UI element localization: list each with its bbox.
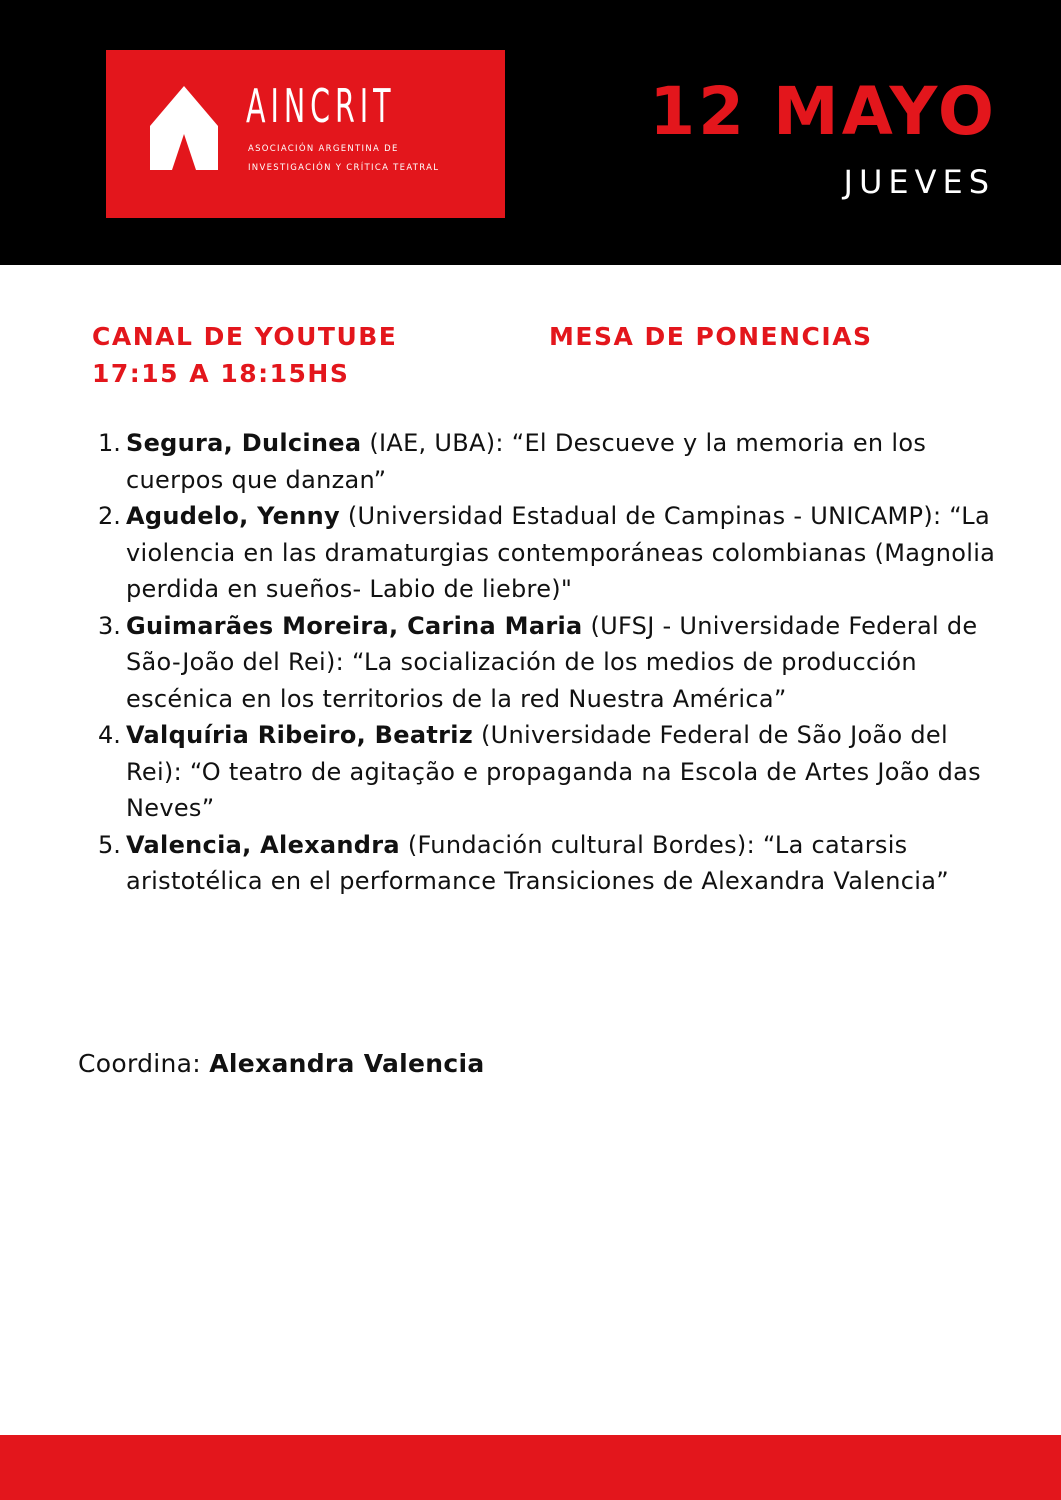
paper-text (126, 498, 1006, 608)
paper-details: (Universidade Federal de São João del Rei): “O teatro de agitação e propaganda na Escola de Artes João das Neves” (126, 721, 981, 822)
coordinator-line (78, 1046, 485, 1082)
list-number: 3. (98, 611, 121, 640)
paper-text (126, 425, 1006, 498)
tent-icon (144, 84, 224, 172)
list-number: 5. (98, 830, 121, 859)
footer-bar (0, 1435, 1061, 1500)
logo-subtitle-line1: ASOCIACIÓN ARGENTINA DE (248, 144, 399, 154)
list-item (0, 827, 1061, 900)
paper-text (126, 717, 1006, 827)
list-number: 2. (98, 502, 121, 530)
logo-name: AINCRIT (246, 79, 396, 133)
paper-details: (Fundación cultural Bordes): “La catarsis aristotélica en el performance Transiciones de Alexandra Valencia” (126, 830, 949, 895)
session-title: MESA DE PONENCIAS (549, 322, 873, 351)
papers-list (0, 425, 1061, 900)
list-number: 1. (98, 429, 121, 457)
coordinator-label: Coordina: (78, 1049, 210, 1078)
coordinator-name: Alexandra Valencia (209, 1049, 485, 1078)
paper-author: Valquíria Ribeiro, Beatriz (126, 721, 474, 749)
paper-details: (IAE, UBA): “El Descueve y la memoria en los cuerpos que danzan” (126, 429, 927, 494)
event-date: 12 MAYO (649, 73, 997, 150)
channel-label: CANAL DE YOUTUBE (92, 322, 398, 351)
list-item (0, 717, 1061, 827)
paper-details: (Universidad Estadual de Campinas - UNICAMP): “La violencia en las dramaturgias contemporáneas colombianas (Magnolia perdida en sueños- Labio de liebre)" (126, 502, 996, 603)
event-day: JUEVES (843, 163, 995, 201)
paper-author: Valencia, Alexandra (126, 830, 400, 859)
paper-text (126, 827, 1006, 900)
list-item (0, 498, 1061, 608)
list-item (0, 608, 1061, 718)
logo-subtitle-line2: INVESTIGACIÓN Y CRÍTICA TEATRAL (248, 163, 440, 173)
session-time: 17:15 A 18:15HS (92, 359, 350, 388)
list-item (0, 425, 1061, 498)
paper-text (126, 608, 1006, 718)
paper-author: Guimarães Moreira, Carina Maria (126, 611, 583, 640)
paper-details: (UFSJ - Universidade Federal de São-João del Rei): “La socialización de los medios de producción escénica en los territorios de la red Nuestra América” (126, 611, 978, 713)
aincrit-logo (106, 50, 505, 218)
paper-author: Agudelo, Yenny (126, 502, 340, 530)
paper-author: Segura, Dulcinea (126, 429, 362, 457)
list-number: 4. (98, 721, 121, 749)
header-banner (0, 0, 1061, 265)
